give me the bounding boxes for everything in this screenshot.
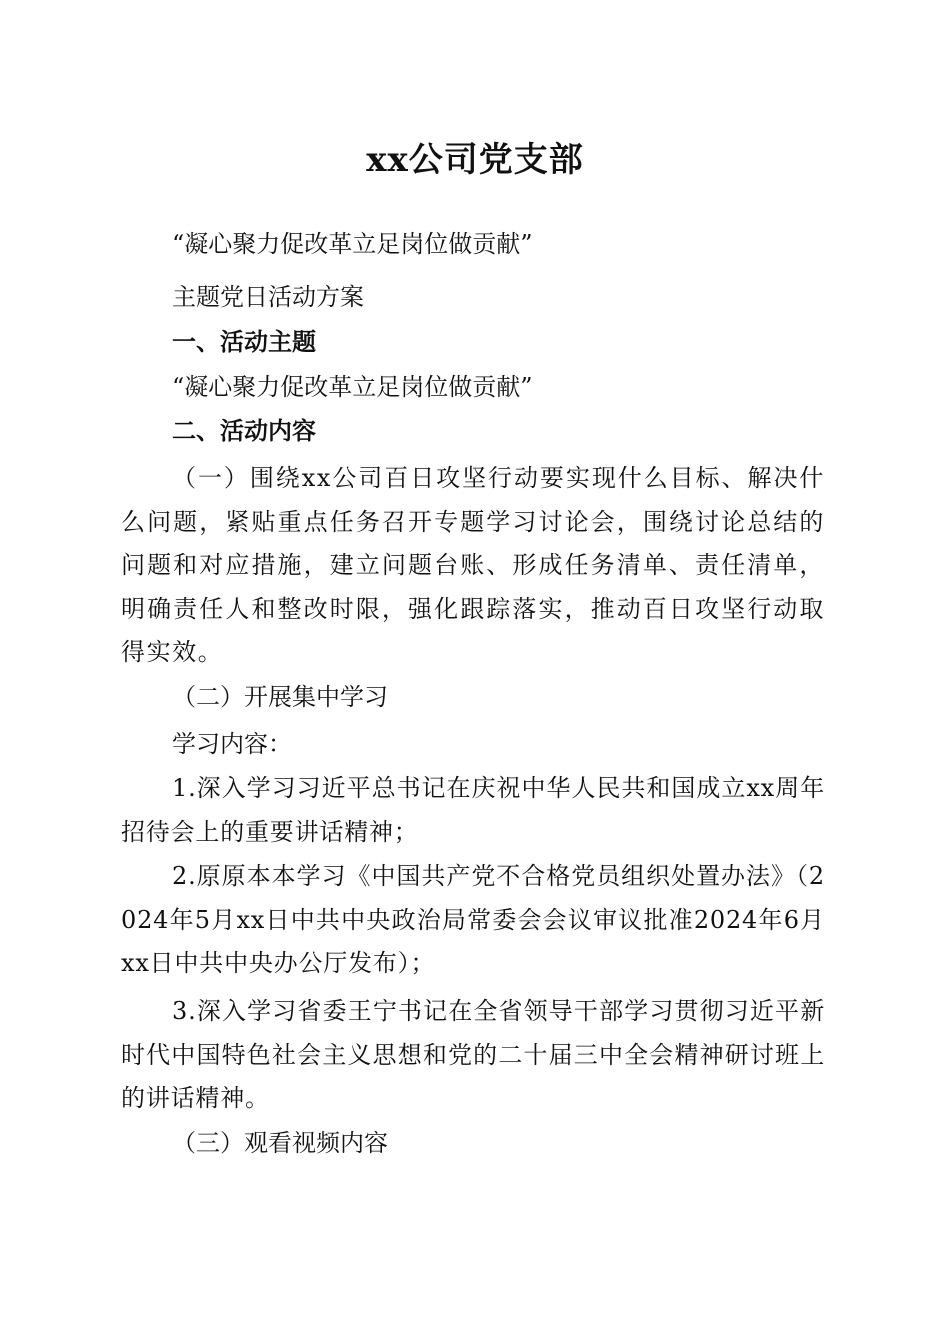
subtitle-theme: “凝心聚力促改革立足岗位做贡献” bbox=[172, 230, 533, 258]
page-title: xx公司党支部 bbox=[366, 140, 584, 180]
study-item-3: 3.深入学习省委王宁书记在全省领导干部学习贯彻习近平新时代中国特色社会主义思想和党的二十届三中全会精神研讨班上的讲话精神。 bbox=[121, 997, 825, 1112]
content-item-2-heading: （二）开展集中学习 bbox=[172, 683, 388, 711]
study-item-1: 1.深入学习习近平总书记在庆祝中华人民共和国成立xx周年招待会上的重要讲话精神； bbox=[121, 774, 825, 846]
study-item-2: 2.原原本本学习《中国共产党不合格党员组织处置办法》（2024年5月xx日中共中央政治局常委会会议审议批准2024年6月xx日中共中央办公厅发布）； bbox=[121, 862, 825, 977]
study-label: 学习内容： bbox=[172, 730, 292, 758]
content-item-3-heading: （三）观看视频内容 bbox=[172, 1129, 388, 1157]
content-item-1: （一）围绕xx公司百日攻坚行动要实现什么目标、解决什么问题，紧贴重点任务召开专题学习讨论会，围绕讨论总结的问题和对应措施，建立问题台账、形成任务清单、责任清单，明确责任人和整改时限，强化跟踪落实，推动百日攻坚行动取得实效。 bbox=[121, 464, 825, 666]
section1-heading: 一、活动主题 bbox=[172, 327, 316, 356]
section2-heading: 二、活动内容 bbox=[172, 416, 316, 445]
section1-text: “凝心聚力促改革立足岗位做贡献” bbox=[172, 373, 533, 401]
subtitle-plan: 主题党日活动方案 bbox=[172, 283, 364, 311]
